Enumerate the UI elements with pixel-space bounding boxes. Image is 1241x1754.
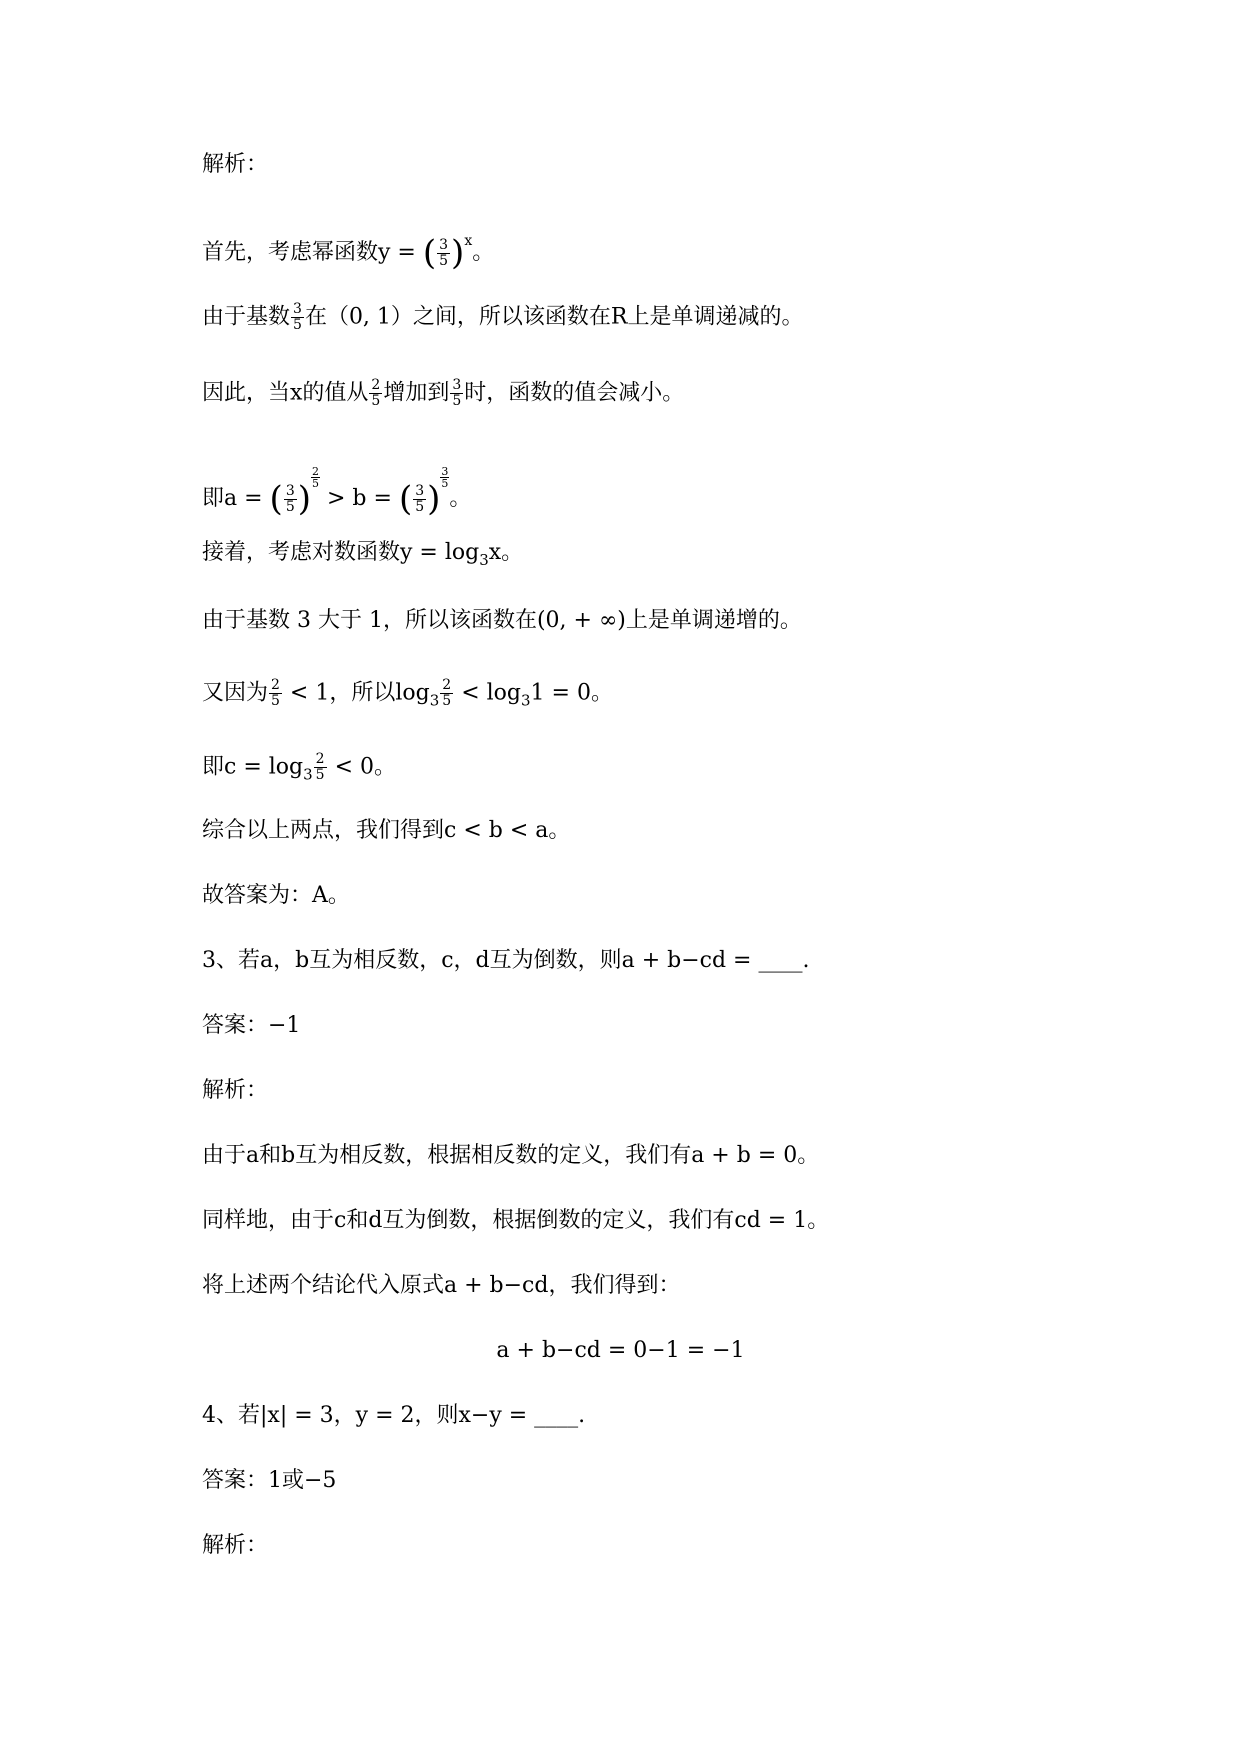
text: 在（0, 1）之间，所以该函数在R上是单调递减的。	[304, 304, 804, 330]
fraction	[413, 484, 426, 515]
subscript: 3	[521, 691, 531, 710]
power-function-line	[202, 226, 495, 273]
increasing-line: 由于基数 3 大于 1，所以该函数在(0, + ∞)上是单调递增的。	[202, 608, 802, 633]
numerator: 2	[312, 465, 319, 478]
text: x。	[488, 540, 524, 565]
denominator: 5	[312, 477, 319, 490]
text: < 1，所以log	[282, 680, 430, 706]
fraction	[291, 302, 304, 333]
numerator: 3	[415, 482, 425, 499]
text: 因此，当x的值从	[202, 380, 369, 406]
denominator: 5	[439, 252, 449, 269]
denominator: 5	[285, 498, 295, 515]
fraction	[269, 678, 282, 709]
text: > b =	[320, 486, 399, 511]
denominator: 5	[442, 693, 452, 709]
text: 1 = 0。	[530, 680, 613, 706]
reciprocal-line: 同样地，由于c和d互为倒数，根据倒数的定义，我们有cd = 1。	[202, 1208, 830, 1233]
fraction	[440, 678, 453, 709]
right-paren: )	[427, 479, 441, 519]
subscript: 3	[303, 765, 313, 784]
analysis-heading-4: 解析：	[202, 1533, 269, 1558]
text: 时，函数的值会减小。	[464, 380, 685, 406]
question-4: 4、若|x| = 3，y = 2，则x−y = ____.	[202, 1403, 586, 1428]
numerator: 2	[315, 751, 325, 767]
fraction	[369, 378, 382, 409]
numerator: 2	[442, 677, 452, 693]
subscript: 3	[429, 691, 440, 710]
right-paren: )	[297, 479, 311, 519]
log-function-line	[202, 538, 523, 575]
numerator: 3	[285, 482, 295, 499]
text: 即a =	[202, 486, 270, 511]
denominator: 5	[271, 693, 280, 709]
text: 。	[472, 240, 495, 265]
text: < 0。	[327, 754, 396, 780]
analysis-heading: 解析：	[202, 152, 269, 177]
answer-line: 故答案为：A。	[202, 883, 350, 908]
denominator: 5	[441, 477, 449, 490]
text: 又因为	[202, 680, 269, 706]
text: 即c = log	[202, 754, 304, 780]
numerator: 3	[439, 236, 449, 253]
fraction	[437, 238, 450, 269]
numerator: 3	[452, 377, 462, 393]
left-paren: (	[398, 479, 413, 519]
opposite-numbers-line: 由于a和b互为相反数，根据相反数的定义，我们有a + b = 0。	[202, 1143, 820, 1168]
numerator: 3	[441, 465, 449, 478]
answer-4: 答案：1或−5	[202, 1468, 337, 1493]
text: < log	[454, 680, 521, 706]
centered-equation: a + b−cd = 0−1 = −1	[496, 1338, 745, 1363]
question-3: 3、若a，b互为相反数，c，d互为倒数，则a + b−cd = ____.	[202, 948, 810, 973]
subscript: 3	[479, 551, 489, 569]
numerator: 2	[371, 377, 381, 393]
exponent: x	[464, 233, 473, 249]
analysis-heading-3: 解析：	[202, 1078, 269, 1103]
denominator: 5	[315, 767, 325, 783]
fraction	[314, 752, 327, 783]
denominator: 5	[371, 393, 381, 409]
right-paren: )	[451, 233, 465, 273]
log-comparison-line	[202, 678, 613, 716]
c-value-line	[202, 752, 396, 790]
denominator: 5	[415, 498, 425, 515]
a-greater-b-line	[202, 465, 472, 519]
left-paren: (	[269, 479, 283, 519]
left-paren: (	[422, 233, 437, 273]
text: 由于基数	[202, 304, 291, 330]
text: 。	[449, 486, 472, 511]
text: 首先，考虑幂函数y =	[202, 240, 423, 265]
conclusion-line: 综合以上两点，我们得到c < b < a。	[202, 818, 571, 843]
exponent-fraction	[311, 466, 320, 489]
text: 接着，考虑对数函数y = log	[202, 540, 480, 565]
numerator: 2	[271, 677, 280, 693]
text: 增加到	[383, 380, 450, 406]
fraction	[284, 484, 297, 515]
answer-3: 答案：−1	[202, 1013, 301, 1038]
numerator: 3	[293, 301, 302, 317]
therefore-line	[202, 378, 684, 409]
substitute-line: 将上述两个结论代入原式a + b−cd，我们得到：	[202, 1273, 681, 1298]
fraction	[450, 378, 463, 409]
base-range-line	[202, 302, 803, 333]
denominator: 5	[452, 393, 462, 409]
denominator: 5	[293, 317, 302, 333]
